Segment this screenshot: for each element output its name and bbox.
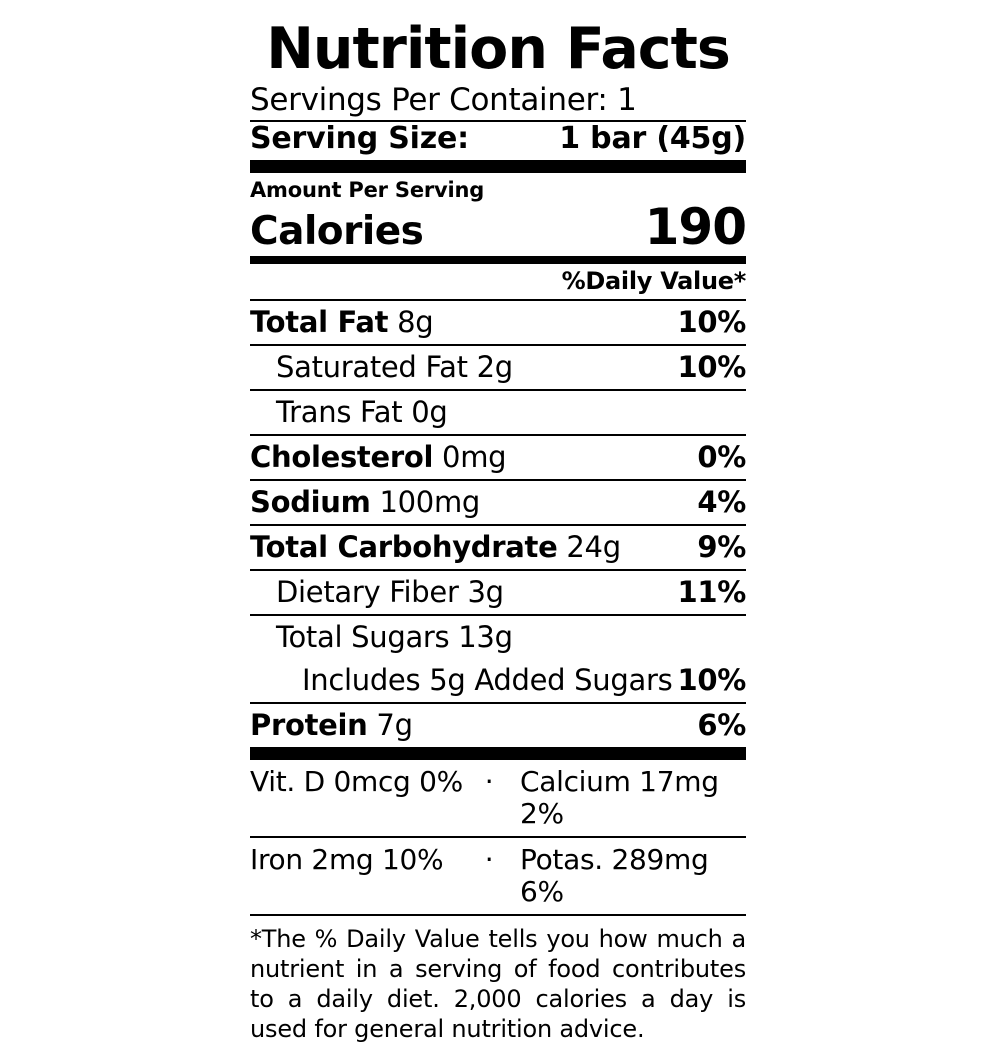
nutrient-name-text: Trans Fat xyxy=(276,395,403,429)
nutrient-name xyxy=(250,441,506,474)
nutrient-dv: 4% xyxy=(697,485,746,519)
micronutrient-separator: · xyxy=(484,843,494,876)
nutrient-amount: 13g xyxy=(458,620,513,654)
nutrient-dv: 9% xyxy=(697,530,746,564)
nutrient-dv: 6% xyxy=(697,708,746,742)
nutrient-amount: 0mg xyxy=(442,440,507,474)
nutrient-row xyxy=(250,346,746,389)
calories-label: Calories xyxy=(250,209,424,254)
micronutrient-right: Potas. 289mg 6% xyxy=(520,843,709,908)
micronutrient-right: Calcium 17mg 2% xyxy=(520,765,719,830)
nutrient-name-text: Cholesterol xyxy=(250,440,434,474)
nutrient-name xyxy=(276,351,513,384)
nutrient-amount: 100mg xyxy=(379,485,481,519)
nutrition-facts-label xyxy=(250,18,746,1044)
nutrient-name xyxy=(250,306,433,339)
nutrient-amount: 3g xyxy=(467,575,504,609)
nutrient-dv: 10% xyxy=(677,305,746,339)
nutrient-name-text: Saturated Fat xyxy=(276,350,468,384)
micronutrient-separator: · xyxy=(484,765,494,798)
nutrient-dv: 10% xyxy=(677,350,746,384)
micronutrient-left: Iron 2mg 10% xyxy=(250,843,444,876)
divider-under-calories xyxy=(250,256,746,264)
page-title: Nutrition Facts xyxy=(266,16,730,82)
nutrient-name xyxy=(250,486,480,519)
daily-value-footnote: *The % Daily Value tells you how much a nutrient in a serving of food contributes to a daily diet. 2,000 calories a day is used for general nutrition advice. xyxy=(250,925,746,1043)
nutrient-name xyxy=(250,709,413,742)
nutrient-amount: 8g xyxy=(397,305,434,339)
nutrient-row xyxy=(250,526,746,569)
micronutrient-row xyxy=(250,838,746,914)
nutrient-row xyxy=(250,301,746,344)
serving-size-label: Serving Size: xyxy=(250,121,469,156)
calories-row xyxy=(250,198,746,256)
nutrient-name-text: Total Fat xyxy=(250,305,389,339)
nutrient-name-text: Sodium xyxy=(250,485,371,519)
servings-per-container: Servings Per Container: 1 xyxy=(250,82,637,118)
nutrient-row xyxy=(250,571,746,614)
nutrient-dv: 11% xyxy=(677,575,746,609)
nutrient-name-text: Total Sugars xyxy=(276,620,450,654)
nutrient-row xyxy=(250,436,746,479)
nutrient-amount: 24g xyxy=(566,530,621,564)
daily-value-header: %Daily Value* xyxy=(561,267,746,295)
nutrient-name xyxy=(250,531,621,564)
serving-size-row xyxy=(250,122,746,160)
nutrient-row xyxy=(250,704,746,747)
nutrient-dv: 10% xyxy=(677,663,746,697)
nutrient-name-text: Dietary Fiber xyxy=(276,575,459,609)
calories-value: 190 xyxy=(644,198,746,256)
serving-size-value: 1 bar (45g) xyxy=(559,121,746,156)
micronutrient-left: Vit. D 0mcg 0% xyxy=(250,765,463,798)
nutrient-row xyxy=(250,391,746,434)
nutrient-name xyxy=(302,664,672,697)
micronutrient-row xyxy=(250,760,746,836)
nutrient-dv: 0% xyxy=(697,440,746,474)
amount-per-serving-label: Amount Per Serving xyxy=(250,178,485,202)
divider-thick-bottom xyxy=(250,747,746,760)
nutrient-amount: 0g xyxy=(411,395,448,429)
nutrient-row xyxy=(250,659,746,702)
nutrient-name xyxy=(276,576,504,609)
divider-thick-top xyxy=(250,160,746,173)
nutrient-amount: 2g xyxy=(476,350,513,384)
nutrient-name xyxy=(276,396,448,429)
nutrient-name-text: Protein xyxy=(250,708,368,742)
nutrient-amount: 7g xyxy=(376,708,413,742)
nutrient-row xyxy=(250,481,746,524)
nutrient-name-text: Total Carbohydrate xyxy=(250,530,558,564)
nutrient-row xyxy=(250,616,746,659)
nutrient-name xyxy=(276,621,513,654)
nutrient-name-text: Includes 5g Added Sugars xyxy=(302,663,673,697)
